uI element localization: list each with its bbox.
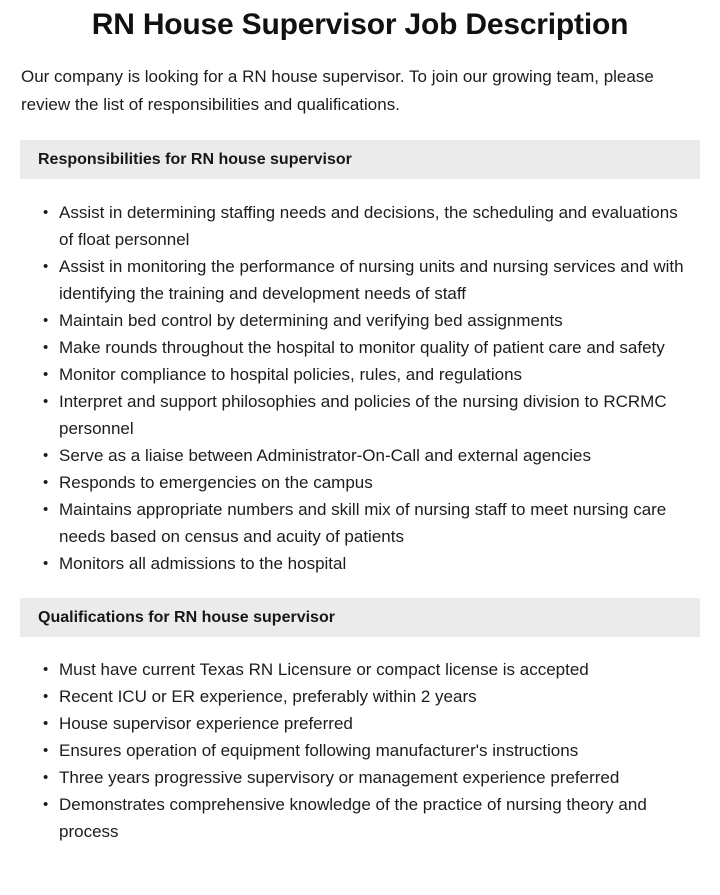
- list-item: • Assist in monitoring the performance of nursing units and nursing services and with identifying the training and development needs of staff: [59, 253, 700, 307]
- list-item: • Must have current Texas RN Licensure or compact license is accepted: [59, 656, 700, 683]
- list-item: • House supervisor experience preferred: [59, 710, 700, 737]
- list-item: • Maintains appropriate numbers and skill mix of nursing staff to meet nursing care needs based on census and acuity of patients: [59, 496, 700, 550]
- list-item: • Monitors all admissions to the hospital: [59, 550, 700, 577]
- list-item: • Demonstrates comprehensive knowledge of the practice of nursing theory and process: [59, 791, 700, 845]
- list-item: • Monitor compliance to hospital policies, rules, and regulations: [59, 361, 700, 388]
- section-header-qualifications: [20, 598, 700, 637]
- qualifications-list: [0, 637, 720, 845]
- section-heading-label: Responsibilities for RN house supervisor: [38, 150, 352, 168]
- list-item: • Ensures operation of equipment following manufacturer's instructions: [59, 737, 700, 764]
- page-title: RN House Supervisor Job Description: [91, 8, 629, 41]
- section-header-responsibilities: [20, 140, 700, 179]
- section-responsibilities: [0, 140, 720, 577]
- list-item: • Three years progressive supervisory or management experience preferred: [59, 764, 700, 791]
- list-item: • Responds to emergencies on the campus: [59, 469, 700, 496]
- section-heading-label: Qualifications for RN house supervisor: [38, 608, 335, 626]
- list-item: • Serve as a liaise between Administrator-On-Call and external agencies: [59, 442, 700, 469]
- list-item: • Make rounds throughout the hospital to monitor quality of patient care and safety: [59, 334, 700, 361]
- section-qualifications: [0, 598, 720, 845]
- intro-paragraph: Our company is looking for a RN house supervisor. To join our growing team, please review the list of responsibilities and qualifications.: [21, 67, 654, 114]
- list-item: • Maintain bed control by determining and verifying bed assignments: [59, 307, 700, 334]
- responsibilities-list: [0, 179, 720, 577]
- list-item: • Interpret and support philosophies and policies of the nursing division to RCRMC personnel: [59, 388, 700, 442]
- list-item: • Recent ICU or ER experience, preferably within 2 years: [59, 683, 700, 710]
- list-item: • Assist in determining staffing needs and decisions, the scheduling and evaluations of float personnel: [59, 199, 700, 253]
